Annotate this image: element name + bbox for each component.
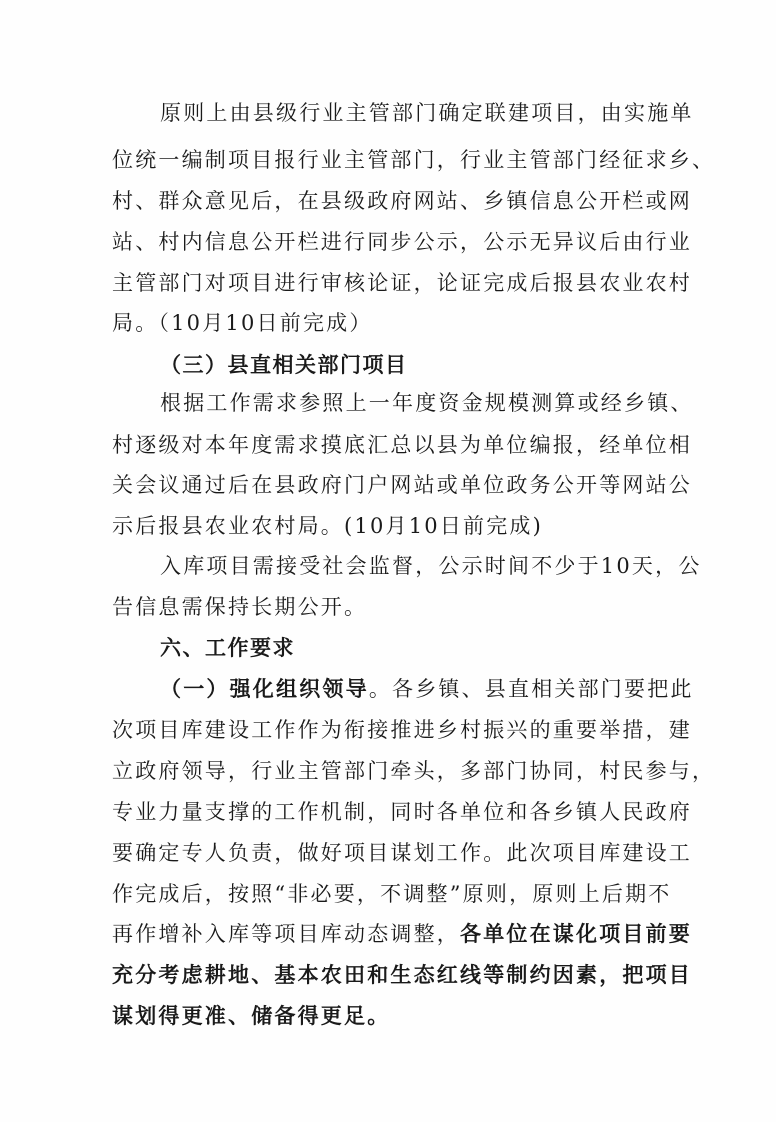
paragraph-line: 要确定专人负责，做好项目谋划工作。此次项目库建设工 [112,841,692,865]
paragraph-line: 局。（10月10日前完成） [112,311,373,335]
emphasis-line: 充分考虑耕地、基本农田和生态红线等制约因素，把项目 [112,962,692,987]
emphasis-line: 谋划得更准、储备得更足。 [112,1003,391,1028]
paragraph-line: 站、村内信息公开栏进行同步公示，公示无异议后由行业 [112,230,692,254]
paragraph-line: 根据工作需求参照上一年度资金规模测算或经乡镇、 [160,391,694,415]
paragraph-line: 作完成后，按照“非必要，不调整”原则，原则上后期不 [112,882,672,906]
paragraph-line: 村逐级对本年度需求摸底汇总以县为单位编报，经单位相 [112,433,692,457]
subheading-inline: （一）强化组织领导 [160,676,369,701]
emphasis-text: 各单位在谋化项目前要 [460,921,692,946]
paragraph-line: 立政府领导，行业主管部门牵头，多部门协同，村民参与， [112,759,716,783]
paragraph-line: 村、群众意见后，在县级政府网站、乡镇信息公开栏或网 [112,189,692,213]
paragraph-line: 告信息需保持长期公开。 [112,595,368,619]
paragraph-text: 。各乡镇、县直相关部门要把此 [368,677,694,701]
section-heading: 六、工作要求 [160,635,295,660]
paragraph-line: 原则上由县级行业主管部门确定联建项目，由实施单 [160,101,694,125]
section-heading: （三）县直相关部门项目 [160,352,408,377]
paragraph-line: 主管部门对项目进行审核论证，论证完成后报县农业农村 [112,271,692,295]
paragraph-line: 专业力量支撑的工作机制，同时各单位和各乡镇人民政府 [112,800,692,824]
paragraph-line [160,674,694,704]
paragraph-line [112,919,692,949]
paragraph-line: 关会议通过后在县政府门户网站或单位政务公开等网站公 [112,473,692,497]
paragraph-line: 示后报县农业农村局。(10月10日前完成) [112,514,544,538]
paragraph-line: 入库项目需接受社会监督，公示时间不少于10天，公 [160,554,702,578]
paragraph-line: 次项目库建设工作作为衔接推进乡村振兴的重要举措，建 [112,718,692,742]
paragraph-text: 再作增补入库等项目库动态调整， [112,922,460,946]
paragraph-line: 位统一编制项目报行业主管部门，行业主管部门经征求乡、 [112,148,716,172]
